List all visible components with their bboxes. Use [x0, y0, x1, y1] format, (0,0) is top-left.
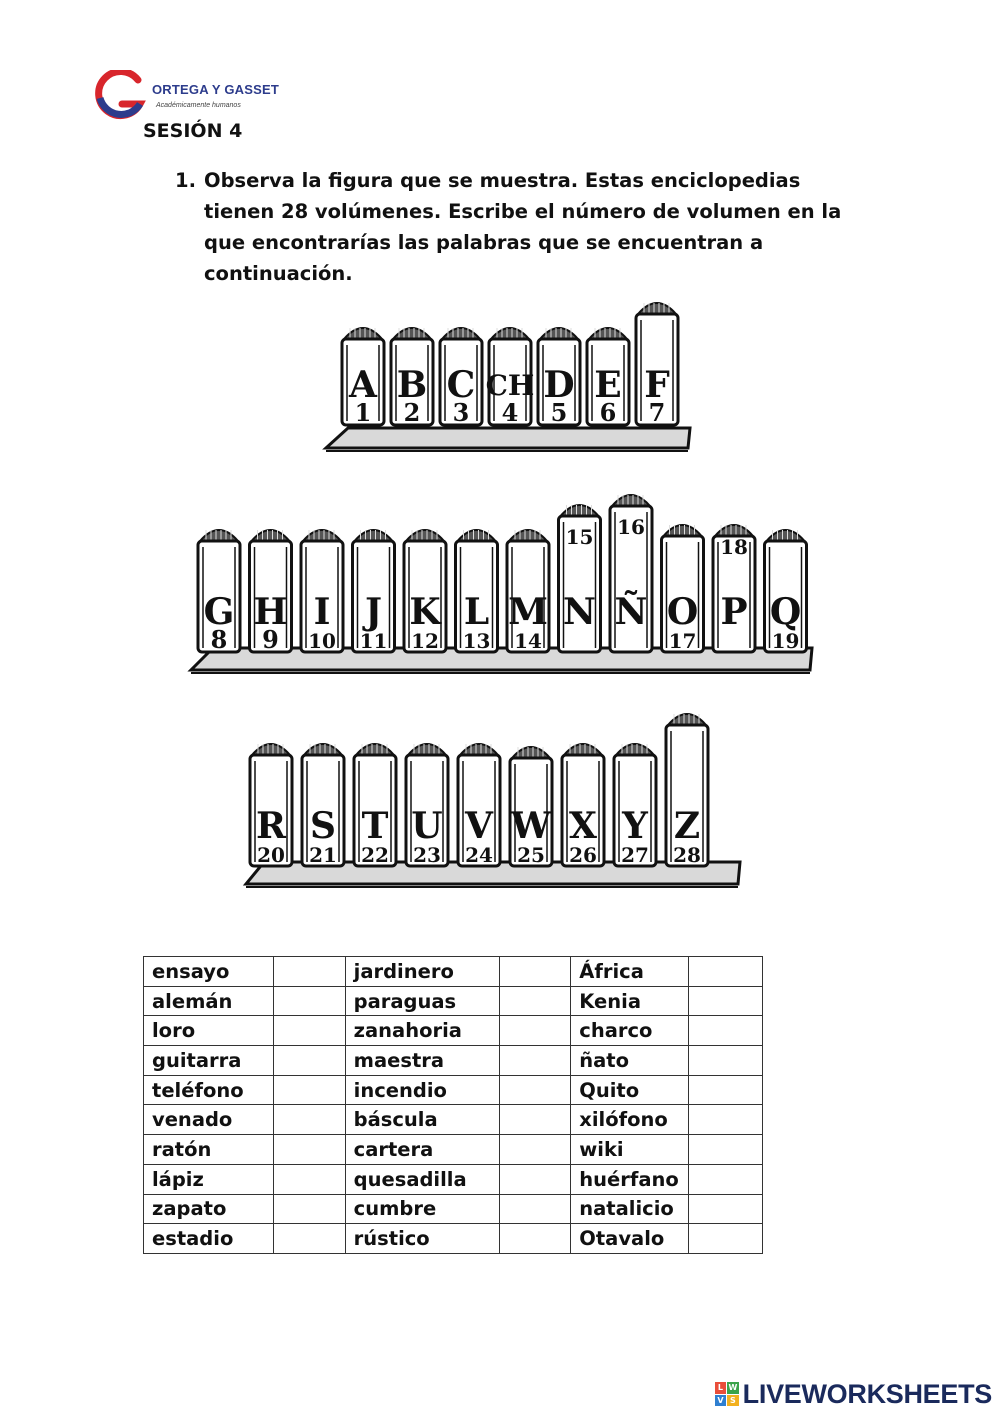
- book-letter: P: [720, 591, 748, 633]
- answer-cell[interactable]: [273, 986, 345, 1016]
- word-cell: venado: [144, 1105, 274, 1135]
- table-row: [144, 1046, 763, 1076]
- word-cell: zapato: [144, 1194, 274, 1224]
- book-number: 21: [309, 843, 337, 867]
- book-letter: B: [396, 364, 428, 406]
- word-cell: estadio: [144, 1224, 274, 1254]
- book-number: 3: [452, 398, 470, 427]
- book-letter: F: [644, 364, 670, 406]
- book-volume: [510, 747, 552, 867]
- word-cell: huérfano: [571, 1164, 689, 1194]
- answer-cell[interactable]: [689, 1164, 763, 1194]
- logo-name: ORTEGA Y GASSET: [152, 82, 280, 97]
- book-letter: J: [364, 591, 383, 633]
- book-volume: [342, 328, 384, 427]
- book-volume: [250, 530, 292, 654]
- book-number: 18: [720, 535, 748, 559]
- answer-cell[interactable]: [273, 1194, 345, 1224]
- word-cell: ñato: [571, 1046, 689, 1076]
- book-letter: U: [411, 805, 443, 847]
- answer-cell[interactable]: [499, 1105, 571, 1135]
- book-number: 8: [210, 625, 228, 654]
- book-number: 23: [413, 843, 441, 867]
- answer-cell[interactable]: [499, 986, 571, 1016]
- answer-cell[interactable]: [273, 1135, 345, 1165]
- book-letter: M: [508, 591, 548, 633]
- session-title: SESIÓN 4: [143, 120, 243, 142]
- book-number: 13: [462, 629, 491, 653]
- book-volume: [301, 530, 343, 653]
- icon-tile: S: [727, 1395, 739, 1407]
- answer-cell[interactable]: [689, 986, 763, 1016]
- book-letter: S: [310, 805, 336, 847]
- book-letter: W: [510, 805, 552, 847]
- book-number: 24: [465, 843, 493, 867]
- book-number: 2: [403, 398, 421, 427]
- book-letter: G: [203, 591, 235, 633]
- table-row: [144, 1194, 763, 1224]
- word-cell: incendio: [345, 1075, 499, 1105]
- book-number: 1: [354, 398, 372, 427]
- answer-cell[interactable]: [689, 1016, 763, 1046]
- answer-cell[interactable]: [499, 957, 571, 987]
- icon-tile: V: [715, 1395, 727, 1407]
- book-number: 25: [517, 843, 545, 867]
- book-number: 28: [673, 843, 701, 867]
- book-number: 9: [262, 625, 279, 654]
- book-volume: [406, 744, 448, 867]
- book-volume: [562, 744, 604, 867]
- book-number: 10: [308, 629, 336, 653]
- word-cell: Otavalo: [571, 1224, 689, 1254]
- word-cell: wiki: [571, 1135, 689, 1165]
- book-letter: K: [409, 591, 441, 633]
- word-cell: jardinero: [345, 957, 499, 987]
- book-volume: [440, 328, 482, 427]
- book-letter: O: [666, 591, 699, 633]
- book-volume: [458, 744, 500, 867]
- word-cell: cumbre: [345, 1194, 499, 1224]
- book-volume: [198, 530, 240, 654]
- book-number: 6: [599, 398, 617, 427]
- book-letter: C: [446, 364, 476, 406]
- table-row: [144, 1135, 763, 1165]
- answer-cell[interactable]: [689, 1046, 763, 1076]
- book-volume: [302, 744, 344, 867]
- book-letter: A: [349, 364, 377, 406]
- answer-cell[interactable]: [689, 1075, 763, 1105]
- book-volume: [538, 328, 580, 427]
- shelf-2: [191, 495, 812, 673]
- book-number: 27: [621, 843, 649, 867]
- answer-cell[interactable]: [689, 1135, 763, 1165]
- shelf-board: [326, 428, 690, 448]
- word-cell: zanahoria: [345, 1016, 499, 1046]
- shelf-3: [246, 714, 740, 887]
- answer-cell[interactable]: [499, 1135, 571, 1165]
- book-letter: N: [563, 591, 596, 633]
- answer-cell[interactable]: [273, 1075, 345, 1105]
- word-cell: xilófono: [571, 1105, 689, 1135]
- word-cell: África: [571, 957, 689, 987]
- book-number: 20: [257, 843, 285, 867]
- table-row: [144, 1016, 763, 1046]
- liveworksheets-icon: [715, 1382, 739, 1406]
- book-letter: Y: [622, 805, 648, 847]
- answer-cell[interactable]: [499, 1046, 571, 1076]
- footer-brand: [715, 1380, 992, 1408]
- book-letter: Q: [769, 591, 802, 633]
- word-cell: natalicio: [571, 1194, 689, 1224]
- book-number: 7: [648, 398, 666, 427]
- book-number: 12: [411, 629, 439, 653]
- table-row: [144, 1075, 763, 1105]
- word-cell: loro: [144, 1016, 274, 1046]
- book-number: 16: [617, 515, 645, 539]
- instruction-text: Observa la figura que se muestra. Estas enciclopedias tienen 28 volúmenes. Escribe el número de volumen en la que encontrarías las palabras que se encuentran a continuación.: [204, 169, 842, 285]
- word-cell: ratón: [144, 1135, 274, 1165]
- word-cell: Quito: [571, 1075, 689, 1105]
- answer-cell[interactable]: [689, 1194, 763, 1224]
- book-letter: CH: [485, 369, 535, 402]
- book-number: 15: [565, 525, 594, 549]
- book-letter: L: [463, 591, 490, 633]
- book-volume: [507, 530, 549, 653]
- book-volume: [250, 744, 292, 867]
- answer-cell[interactable]: [273, 957, 345, 987]
- book-letter: X: [569, 805, 597, 847]
- book-volume: [666, 714, 708, 867]
- answer-cell[interactable]: [499, 1075, 571, 1105]
- book-volume: [354, 744, 396, 867]
- word-cell: quesadilla: [345, 1164, 499, 1194]
- book-volume: [559, 505, 601, 652]
- answer-cell[interactable]: [499, 1224, 571, 1254]
- book-number: 5: [550, 398, 568, 427]
- word-cell: cartera: [345, 1135, 499, 1165]
- book-volume: [636, 303, 678, 427]
- answer-cell[interactable]: [499, 1016, 571, 1046]
- book-volume: [391, 328, 433, 427]
- book-volume: [614, 744, 656, 867]
- word-cell: rústico: [345, 1224, 499, 1254]
- word-cell: teléfono: [144, 1075, 274, 1105]
- answer-cell[interactable]: [273, 1016, 345, 1046]
- answer-cell[interactable]: [689, 1105, 763, 1135]
- word-cell: lápiz: [144, 1164, 274, 1194]
- word-cell: paraguas: [345, 986, 499, 1016]
- book-volume: [587, 328, 629, 427]
- logo-tagline: Académicamente humanos: [156, 102, 241, 109]
- word-cell: báscula: [345, 1105, 499, 1135]
- book-volume: [404, 530, 446, 653]
- book-number: 26: [569, 843, 597, 867]
- book-letter: R: [256, 805, 286, 847]
- book-number: 19: [771, 629, 800, 653]
- answer-cell[interactable]: [499, 1164, 571, 1194]
- word-cell: maestra: [345, 1046, 499, 1076]
- table-row: [144, 1224, 763, 1254]
- book-volume: [765, 530, 807, 653]
- book-letter: V: [465, 805, 493, 847]
- book-letter: H: [253, 591, 288, 633]
- icon-tile: W: [728, 1383, 738, 1393]
- word-cell: Kenia: [571, 986, 689, 1016]
- table-row: [144, 986, 763, 1016]
- book-number: 11: [359, 629, 388, 653]
- book-letter: E: [594, 364, 622, 406]
- word-cell: charco: [571, 1016, 689, 1046]
- book-volume: [456, 530, 498, 653]
- word-cell: alemán: [144, 986, 274, 1016]
- answer-cell[interactable]: [273, 1164, 345, 1194]
- book-letter: Ñ: [614, 591, 648, 633]
- book-number: 17: [668, 629, 697, 653]
- instruction-number: 1.: [175, 169, 196, 192]
- table-row: [144, 1105, 763, 1135]
- table-row: [144, 1164, 763, 1194]
- footer-brand-text: LIVEWORKSHEETS: [742, 1378, 992, 1409]
- book-letter: T: [361, 805, 389, 847]
- book-letter: I: [313, 591, 331, 633]
- shelf-1: [326, 303, 690, 451]
- book-number: 4: [501, 398, 519, 427]
- book-volume: [486, 328, 535, 427]
- answer-cell[interactable]: [273, 1224, 345, 1254]
- book-letter: D: [543, 364, 575, 406]
- word-cell: guitarra: [144, 1046, 274, 1076]
- book-volume: [713, 525, 755, 652]
- icon-tile: L: [715, 1382, 727, 1394]
- book-number: 22: [361, 843, 389, 867]
- word-cell: ensayo: [144, 957, 274, 987]
- answer-cell[interactable]: [499, 1194, 571, 1224]
- book-volume: [353, 530, 395, 653]
- book-volume: [610, 495, 652, 652]
- answer-cell[interactable]: [273, 1105, 345, 1135]
- answer-cell[interactable]: [273, 1046, 345, 1076]
- book-volume: [662, 525, 704, 653]
- book-letter: Z: [673, 805, 701, 847]
- words-table: [143, 956, 763, 1254]
- answer-cell[interactable]: [689, 1224, 763, 1254]
- book-number: 14: [514, 629, 542, 653]
- answer-cell[interactable]: [689, 957, 763, 987]
- table-row: [144, 957, 763, 987]
